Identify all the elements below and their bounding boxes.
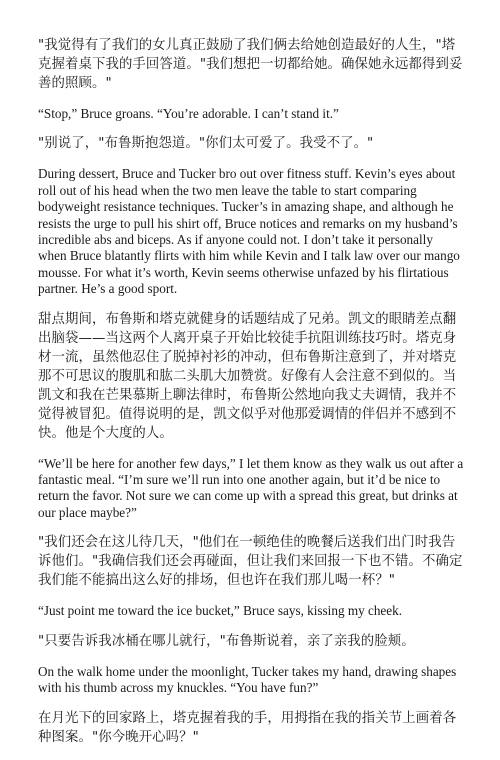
paragraph-chinese: "只要告诉我冰桶在哪儿就行，"布鲁斯说着，亲了亲我的脸颊。: [38, 633, 415, 649]
paragraph-english: On the walk home under the moonlight, Tucker takes my hand, drawing shapes with his thumb across my knuckles. “You have fun?”: [38, 663, 457, 696]
paragraph-chinese: "别说了，"布鲁斯抱怨道。"你们太可爱了。我受不了。": [38, 136, 374, 152]
paragraph-english: “Just point me toward the ice bucket,” Bruce says, kissing my cheek.: [38, 603, 403, 619]
paragraph-english: “Stop,” Bruce groans. “You’re adorable. I can’t stand it.”: [38, 106, 339, 121]
document-page: [38, 36, 464, 760]
paragraph-english: During dessert, Bruce and Tucker bro out over fitness stuff. Kevin’s eyes about roll out of his head when the two men leave the table to start comparing bodyweight resistance techniques. Tucker’s in amazing shape, and although he resists the urge to pull his shirt off, Bruce notices and remarks on my husband’s incredible abs and biceps. As if anyone could not. I don’t take it personally when Bruce blatantly flirts with him while Kevin and I talk law over our mango mousse. For what it’s worth, Kevin seems otherwise unfazed by his flirtatious partner. He’s a good sport.: [38, 166, 460, 297]
paragraph-chinese: "我觉得有了我们的女儿真正鼓励了我们俩去给她创造最好的人生，"塔克握着桌下我的手回答道。"我们想把一切都给她。确保她永远都得到妥善的照顾。": [38, 38, 463, 91]
paragraph-chinese: "我们还会在这儿待几天，"他们在一顿绝佳的晚餐后送我们出门时我告诉他们。"我确信我们还会再碰面，但让我们来回报一下也不错。不确定我们能不能搞出这么好的排场，但也许在我们那儿喝一杯？": [38, 535, 463, 589]
paragraph-chinese: 甜点期间，布鲁斯和塔克就健身的话题结成了兄弟。凯文的眼睛差点翻出脑袋——当这两个人离开桌子开始比较徒手抗阻训练技巧时。塔克身材一流，虽然他忍住了脱掉衬衫的冲动，但布鲁斯注意到了，并对塔克那不可思议的腹肌和肱二头肌大加赞赏。好像有人会注意不到似的。当凯文和我在芒果慕斯上聊法律时，布鲁斯公然地向我丈夫调情，我并不觉得被冒犯。值得说明的是，凯文似乎对他那爱调情的伴侣并不感到不快。他是个大度的人。: [38, 311, 457, 441]
paragraph-english: “We’ll be here for another few days,” I let them know as they walk us out after a fantastic meal. “I’m sure we’ll run into one another again, but it’d be nice to return the favor. Not sure we can come up with a spread this great, but drinks at our place maybe?”: [38, 455, 464, 520]
paragraph-chinese: 在月光下的回家路上，塔克握着我的手，用拇指在我的指关节上画着各种图案。"你今晚开心吗？": [38, 710, 457, 745]
